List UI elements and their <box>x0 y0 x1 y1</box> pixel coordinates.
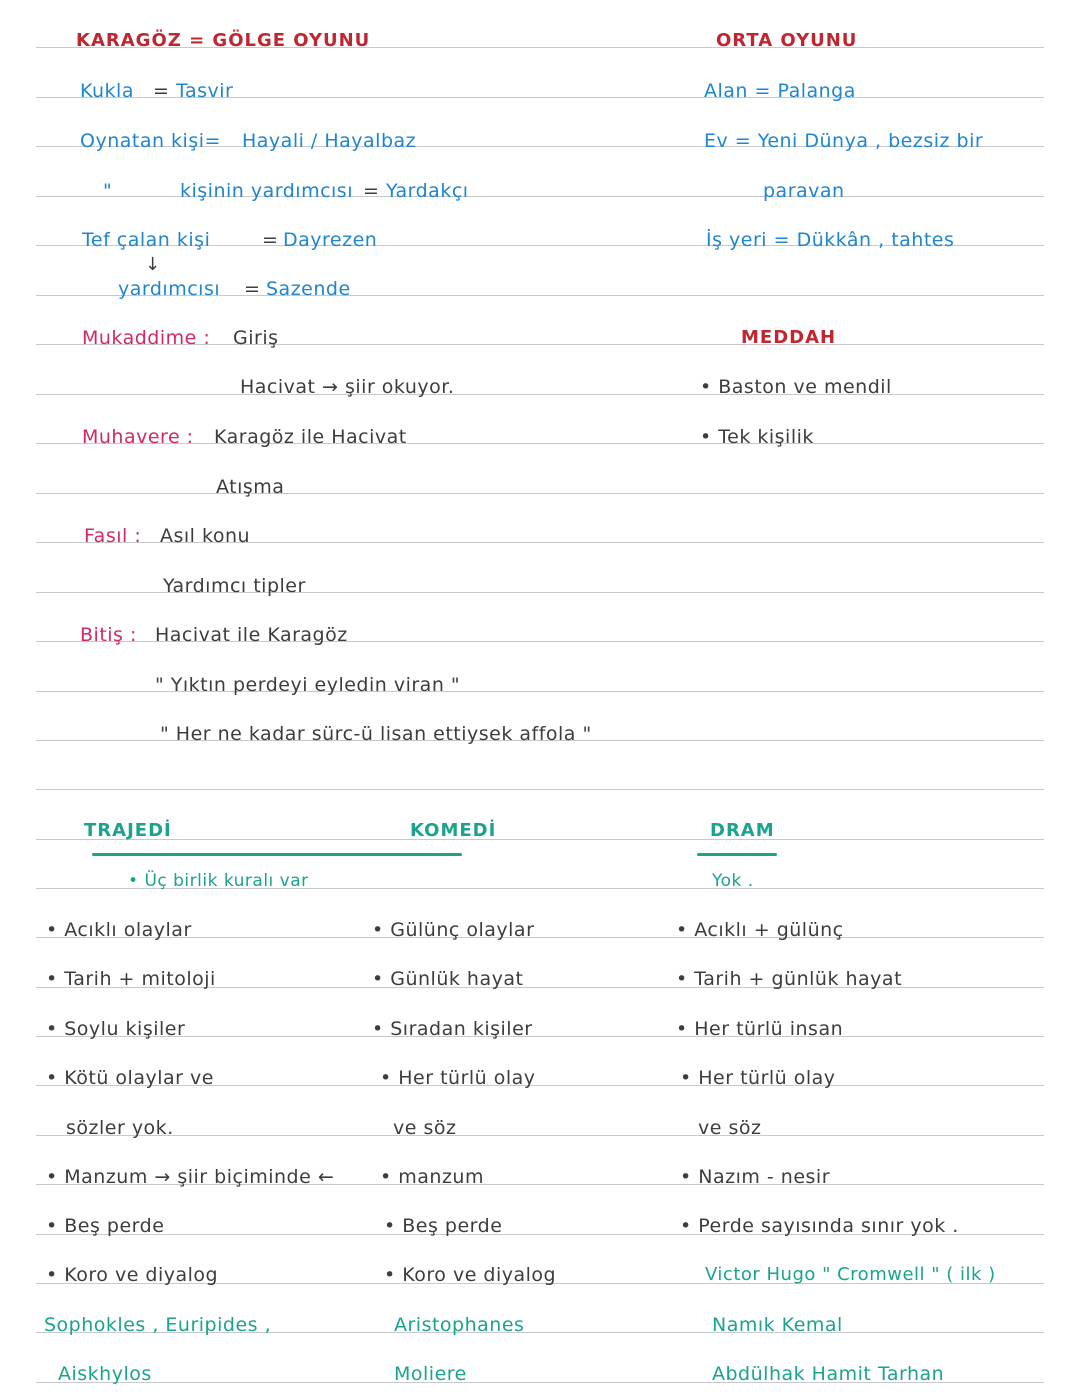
oynatan-val: Hayali / Hayalbaz <box>242 130 417 152</box>
yardimci-key: kişinin yardımcısı <box>180 180 353 202</box>
tragedi-author: Aiskhylos <box>58 1363 152 1385</box>
muhavere-sub: Atışma <box>216 476 285 498</box>
yardimci-eq: = <box>363 180 380 202</box>
mukaddime-sub: Hacivat → şiir okuyor. <box>240 376 455 398</box>
dram-note: Yok . <box>712 871 754 891</box>
orta-ev-line1: Ev = Yeni Dünya , bezsiz bir <box>704 130 984 152</box>
komedi-title: KOMEDİ <box>410 820 497 841</box>
kukla-val: Tasvir <box>176 80 234 102</box>
tragedi-item: • Kötü olaylar ve <box>46 1067 214 1089</box>
orta-is-yeri: İş yeri = Dükkân , tahtes <box>706 229 955 251</box>
meddah-title: MEDDAH <box>741 327 837 348</box>
dram-title: DRAM <box>710 820 775 841</box>
tragedi-author: Sophokles , Euripides , <box>44 1314 272 1336</box>
kukla-eq: = <box>153 80 170 102</box>
dram-author: Abdülhak Hamit Tarhan <box>712 1363 945 1385</box>
komedi-item: • Beş perde <box>384 1215 503 1237</box>
fasil-sub: Yardımcı tipler <box>163 575 306 597</box>
komedi-item: • Gülünç olaylar <box>372 919 535 941</box>
dram-item: • Her türlü olay <box>680 1067 836 1089</box>
komedi-item: • manzum <box>380 1166 484 1188</box>
tragedi-item-cont: sözler yok. <box>66 1117 174 1139</box>
komedi-item: • Her türlü olay <box>380 1067 536 1089</box>
dram-item: • Her türlü insan <box>676 1018 844 1040</box>
dram-item-cont: ve söz <box>698 1117 762 1139</box>
oynatan-key: Oynatan kişi= <box>80 130 221 152</box>
orta-ev-line2: paravan <box>763 180 845 202</box>
dram-item: • Perde sayısında sınır yok . <box>680 1215 959 1237</box>
muhavere-key: Muhavere : <box>82 426 194 448</box>
tragedi-item: • Soylu kişiler <box>46 1018 186 1040</box>
komedi-item: • Günlük hayat <box>372 968 524 990</box>
meddah-item: • Tek kişilik <box>700 426 814 448</box>
down-arrow-icon: ↓ <box>145 254 161 275</box>
tragedi-note: • Üç birlik kuralı var <box>128 871 309 891</box>
komedi-item: • Koro ve diyalog <box>384 1264 557 1286</box>
quote-two: " Her ne kadar sürc-ü lisan ettiysek affola " <box>160 723 592 745</box>
komedi-item-cont: ve söz <box>393 1117 457 1139</box>
bitis-key: Bitiş : <box>80 624 137 646</box>
fasil-key: Fasıl : <box>84 525 142 547</box>
orta-alan: Alan = Palanga <box>704 80 856 102</box>
tef-yard-eq: = <box>244 278 261 300</box>
muhavere-val: Karagöz ile Hacivat <box>214 426 407 448</box>
tragedi-item: • Beş perde <box>46 1215 165 1237</box>
tragedi-title: TRAJEDİ <box>84 820 172 841</box>
mukaddime-val: Giriş <box>233 327 279 349</box>
tragedi-item: • Koro ve diyalog <box>46 1264 219 1286</box>
dram-author: Namık Kemal <box>712 1314 843 1336</box>
tef-eq: = <box>262 229 279 251</box>
mukaddime-key: Mukaddime : <box>82 327 211 349</box>
meddah-item: • Baston ve mendil <box>700 376 892 398</box>
yardimci-val: Yardakçı <box>386 180 469 202</box>
dram-item: • Acıklı + gülünç <box>676 919 844 941</box>
dram-item: • Nazım - nesir <box>680 1166 831 1188</box>
dram-underline <box>697 853 777 856</box>
tef-key: Tef çalan kişi <box>82 229 211 251</box>
bitis-val: Hacivat ile Karagöz <box>155 624 348 646</box>
tef-yard-val: Sazende <box>266 278 351 300</box>
tragedi-underline <box>92 853 462 856</box>
ditto-mark: " <box>103 180 113 202</box>
karagoz-title: KARAGÖZ = GÖLGE OYUNU <box>76 30 371 51</box>
orta-title: ORTA OYUNU <box>716 30 858 51</box>
komedi-item: • Sıradan kişiler <box>372 1018 533 1040</box>
fasil-val: Asıl konu <box>160 525 251 547</box>
dram-item: • Tarih + günlük hayat <box>676 968 903 990</box>
tragedi-item: • Acıklı olaylar <box>46 919 192 941</box>
komedi-author: Moliere <box>394 1363 467 1385</box>
tragedi-item: • Manzum → şiir biçiminde ← <box>46 1166 335 1188</box>
tef-val: Dayrezen <box>283 229 378 251</box>
dram-author: Victor Hugo " Cromwell " ( ilk ) <box>705 1264 996 1285</box>
tragedi-item: • Tarih + mitoloji <box>46 968 216 990</box>
kukla-key: Kukla <box>80 80 134 102</box>
komedi-author: Aristophanes <box>394 1314 525 1336</box>
tef-yard-key: yardımcısı <box>118 278 221 300</box>
quote-one: " Yıktın perdeyi eyledin viran " <box>155 674 461 696</box>
